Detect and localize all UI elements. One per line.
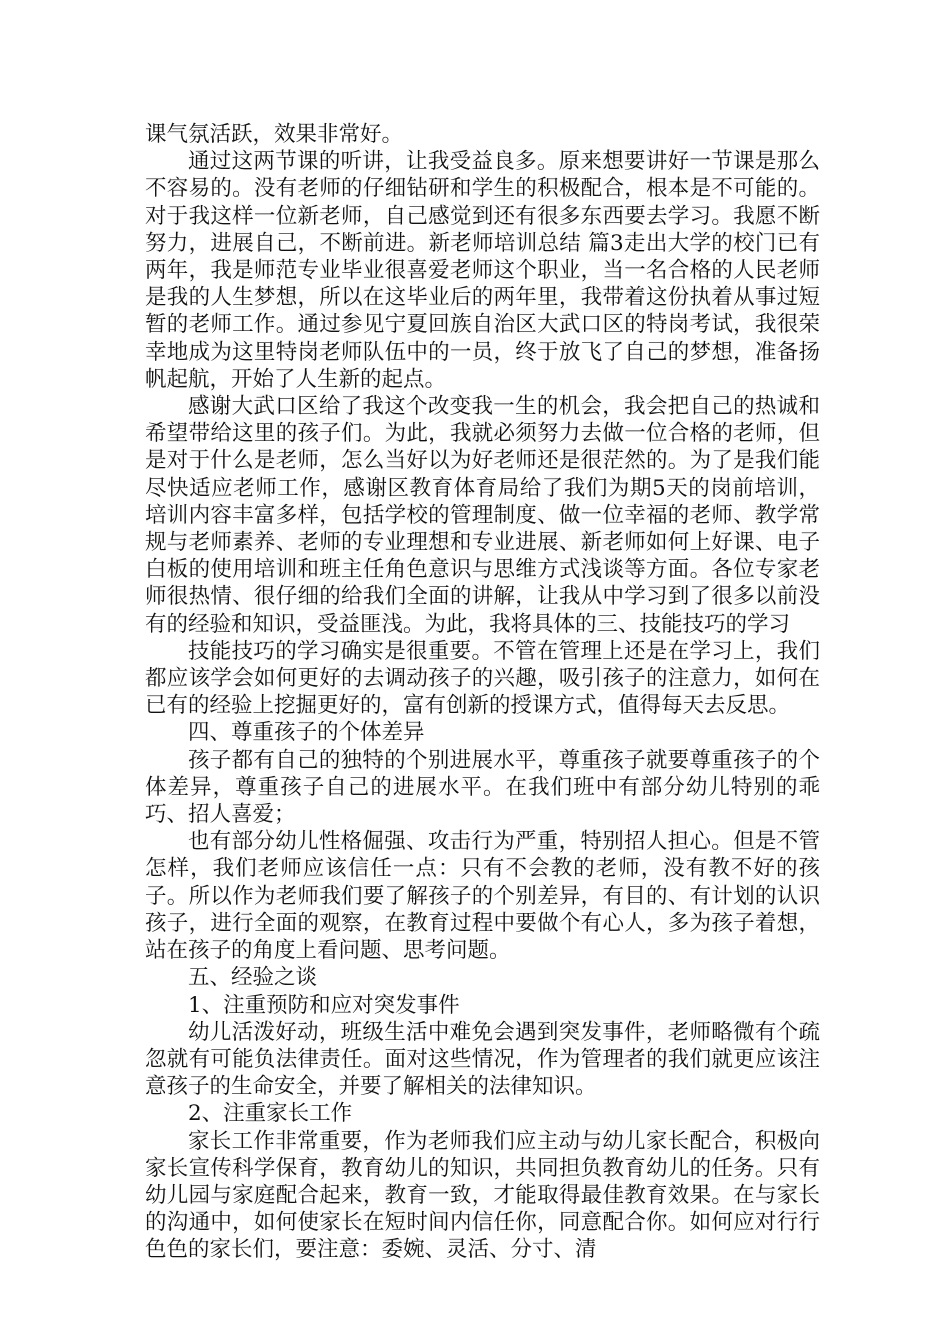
- paragraph-6: 孩子都有自己的独特的个别进展水平，尊重孩子就要尊重孩子的个体差异，尊重孩子自己的进展水平。在我们班中有部分幼儿特别的乖巧、招人喜爱；: [145, 747, 820, 828]
- subheading-1: 1、注重预防和应对突发事件: [188, 992, 460, 1018]
- paragraph-2: 通过这两节课的听讲，让我受益良多。原来想要讲好一节课是那么不容易的。没有老师的仔细钻研和学生的积极配合，根本是不可能的。对于我这样一位新老师，自己感觉到还有很多东西要去学习。我愿不断努力，进展自己，不断前进。新老师培训总结 篇3走出大学的校门已有两年，我是师范专业毕业很喜爱老师这个职业，当一名合格的人民老师是我的人生梦想，所以在这毕业后的两年里，我带着这份执着从事过短暂的老师工作。通过参见宁夏回族自治区大武口区的特岗考试，我很荣幸地成为这里特岗老师队伍中的一员，终于放飞了自己的梦想，准备扬帆起航，开始了人生新的起点。: [145, 149, 820, 392]
- paragraph-3: 感谢大武口区给了我这个改变我一生的机会，我会把自己的热诚和希望带给这里的孩子们。为此，我就必须努力去做一位合格的老师，但是对于什么是老师，怎么当好以为好老师还是很茫然的。为了是我们能尽快适应老师工作，感谢区教育体育局给了我们为期5天的岗前培训，培训内容丰富多样，包括学校的管理制度、做一位幸福的老师、教学常规与老师素养、老师的专业理想和专业进展、新老师如何上好课、电子白板的使用培训和班主任角色意识与思维方式浅谈等方面。各位专家老师很热情、很仔细的给我们全面的讲解，让我从中学习到了很多以前没有的经验和知识，受益匪浅。为此，我将具体的三、技能技巧的学习: [145, 394, 820, 637]
- section-heading-4: 四、尊重孩子的个体差异: [188, 720, 425, 746]
- subheading-2: 2、注重家长工作: [188, 1101, 353, 1127]
- section-heading-5: 五、经验之谈: [188, 965, 318, 991]
- paragraph-10: 幼儿活泼好动，班级生活中难免会遇到突发事件，老师略微有个疏忽就有可能负法律责任。面对这些情况，作为管理者的我们就更应该注意孩子的生命安全，并要了解相关的法律知识。: [145, 1019, 820, 1100]
- paragraph-1: 课气氛活跃，效果非常好。: [145, 122, 404, 147]
- paragraph-7: 也有部分幼儿性格倔强、攻击行为严重，特别招人担心。但是不管怎样，我们老师应该信任一点：只有不会教的老师，没有教不好的孩子。所以作为老师我们要了解孩子的个别差异，有目的、有计划的认识孩子，进行全面的观察，在教育过程中要做个有心人，多为孩子着想，站在孩子的角度上看问题、思考问题。: [145, 829, 820, 964]
- paragraph-4: 技能技巧的学习确实是很重要。不管在管理上还是在学习上，我们都应该学会如何更好的去调动孩子的兴趣，吸引孩子的注意力，如何在已有的经验上挖掘更好的，富有创新的授课方式，值得每天去反思。: [145, 638, 820, 719]
- paragraph-12: 家长工作非常重要，作为老师我们应主动与幼儿家长配合，积极向家长宣传科学保育，教育幼儿的知识，共同担负教育幼儿的任务。只有幼儿园与家庭配合起来，教育一致，才能取得最佳教育效果。在与家长的沟通中，如何使家长在短时间内信任你，同意配合你。如何应对行行色色的家长们，要注意：委婉、灵活、分寸、清: [145, 1128, 820, 1263]
- document-page: [145, 121, 820, 1264]
